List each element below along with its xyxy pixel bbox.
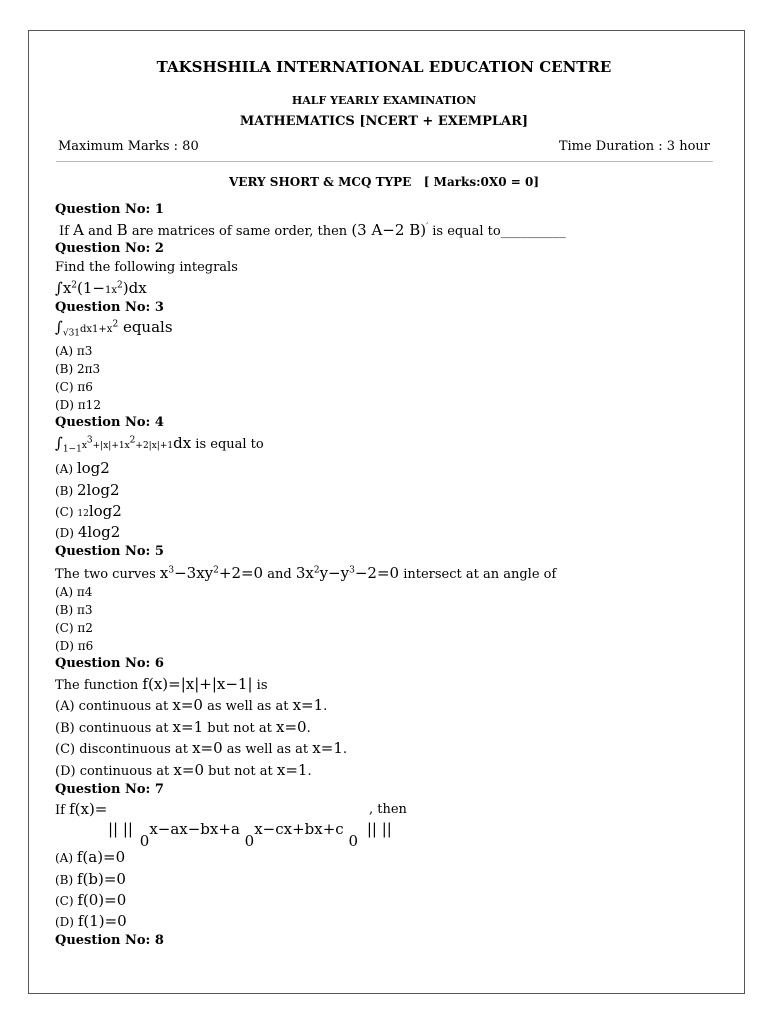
question-7-determinant: || || 0x−ax−bx+a 0x−cx+bx+c 0 || || [108,820,392,850]
question-1-label: Question No: 1 [55,202,164,217]
question-7-stem: If f(x)= [55,800,108,818]
question-6-text: The function f(x)=|x|+|x−1| is [55,675,268,693]
question-5-label: Question No: 5 [55,544,164,559]
question-3-label: Question No: 3 [55,300,164,315]
question-6-option-b: (B) continuous at x=1 but not at x=0. [55,718,311,736]
question-6-option-a: (A) continuous at x=0 as well as at x=1. [55,696,328,714]
question-5-option-a: (A) π4 [55,585,93,599]
question-7-option-a: (A) f(a)=0 [55,848,126,866]
question-3-option-b: (B) 2π3 [55,362,101,376]
maximum-marks: Maximum Marks : 80 [58,139,199,154]
question-1-text: If A and B are matrices of same order, then (3 A−2 B)′ is equal to__________ [59,221,566,239]
question-2-integral: $\int x^2(1-1x^2)dx$ [55,279,147,297]
question-2-label: Question No: 2 [55,241,164,256]
question-3-option-c: (C) π6 [55,380,93,394]
question-4-option-c: (C) 12log2 [55,502,122,520]
question-4-label: Question No: 4 [55,415,164,430]
question-7-option-d: (D) f(1)=0 [55,912,127,930]
subject-title: MATHEMATICS [NCERT + EXEMPLAR] [239,114,529,129]
question-4-option-d: (D) 4log2 [55,523,121,541]
question-6-option-c: (C) discontinuous at x=0 as well as at x=1. [55,739,348,757]
question-7-option-c: (C) f(0)=0 [55,891,127,909]
question-3-option-d: (D) π12 [55,398,101,412]
question-4-option-a: (A) log2 [55,459,110,477]
school-name: TAKSHSHILA INTERNATIONAL EDUCATION CENTRE [156,58,612,76]
question-7-option-b: (B) f(b)=0 [55,870,126,888]
question-5-option-d: (D) π6 [55,639,94,653]
question-8-label: Question No: 8 [55,933,164,948]
question-4-option-b: (B) 2log2 [55,481,120,499]
question-7-then: , then [369,802,407,817]
question-2-text: Find the following integrals [55,260,238,275]
time-duration: Time Duration : 3 hour [558,139,710,154]
question-5-option-c: (C) π2 [55,621,93,635]
question-5-text: The two curves $x^3-3xy^2+2=0$ and $3x^2y-y^3-2=0$ intersect at an angle of [55,564,557,582]
exam-title: HALF YEARLY EXAMINATION [291,94,477,107]
question-6-option-d: (D) continuous at x=0 but not at x=1. [55,761,312,779]
question-3-integral: $\int_{√31}dx1+x^2$ equals [55,318,173,339]
question-4-integral: $\int_{1-1}x^3+|x|+1x^2+2|x|+1dx$ is equal to [55,434,264,455]
question-3-option-a: (A) π3 [55,344,93,358]
section-title: VERY SHORT & MCQ TYPE [ Marks:0X0 = 0] [229,175,539,189]
question-5-option-b: (B) π3 [55,603,93,617]
question-7-label: Question No: 7 [55,782,164,797]
question-6-label: Question No: 6 [55,656,164,671]
header-divider [56,161,713,162]
